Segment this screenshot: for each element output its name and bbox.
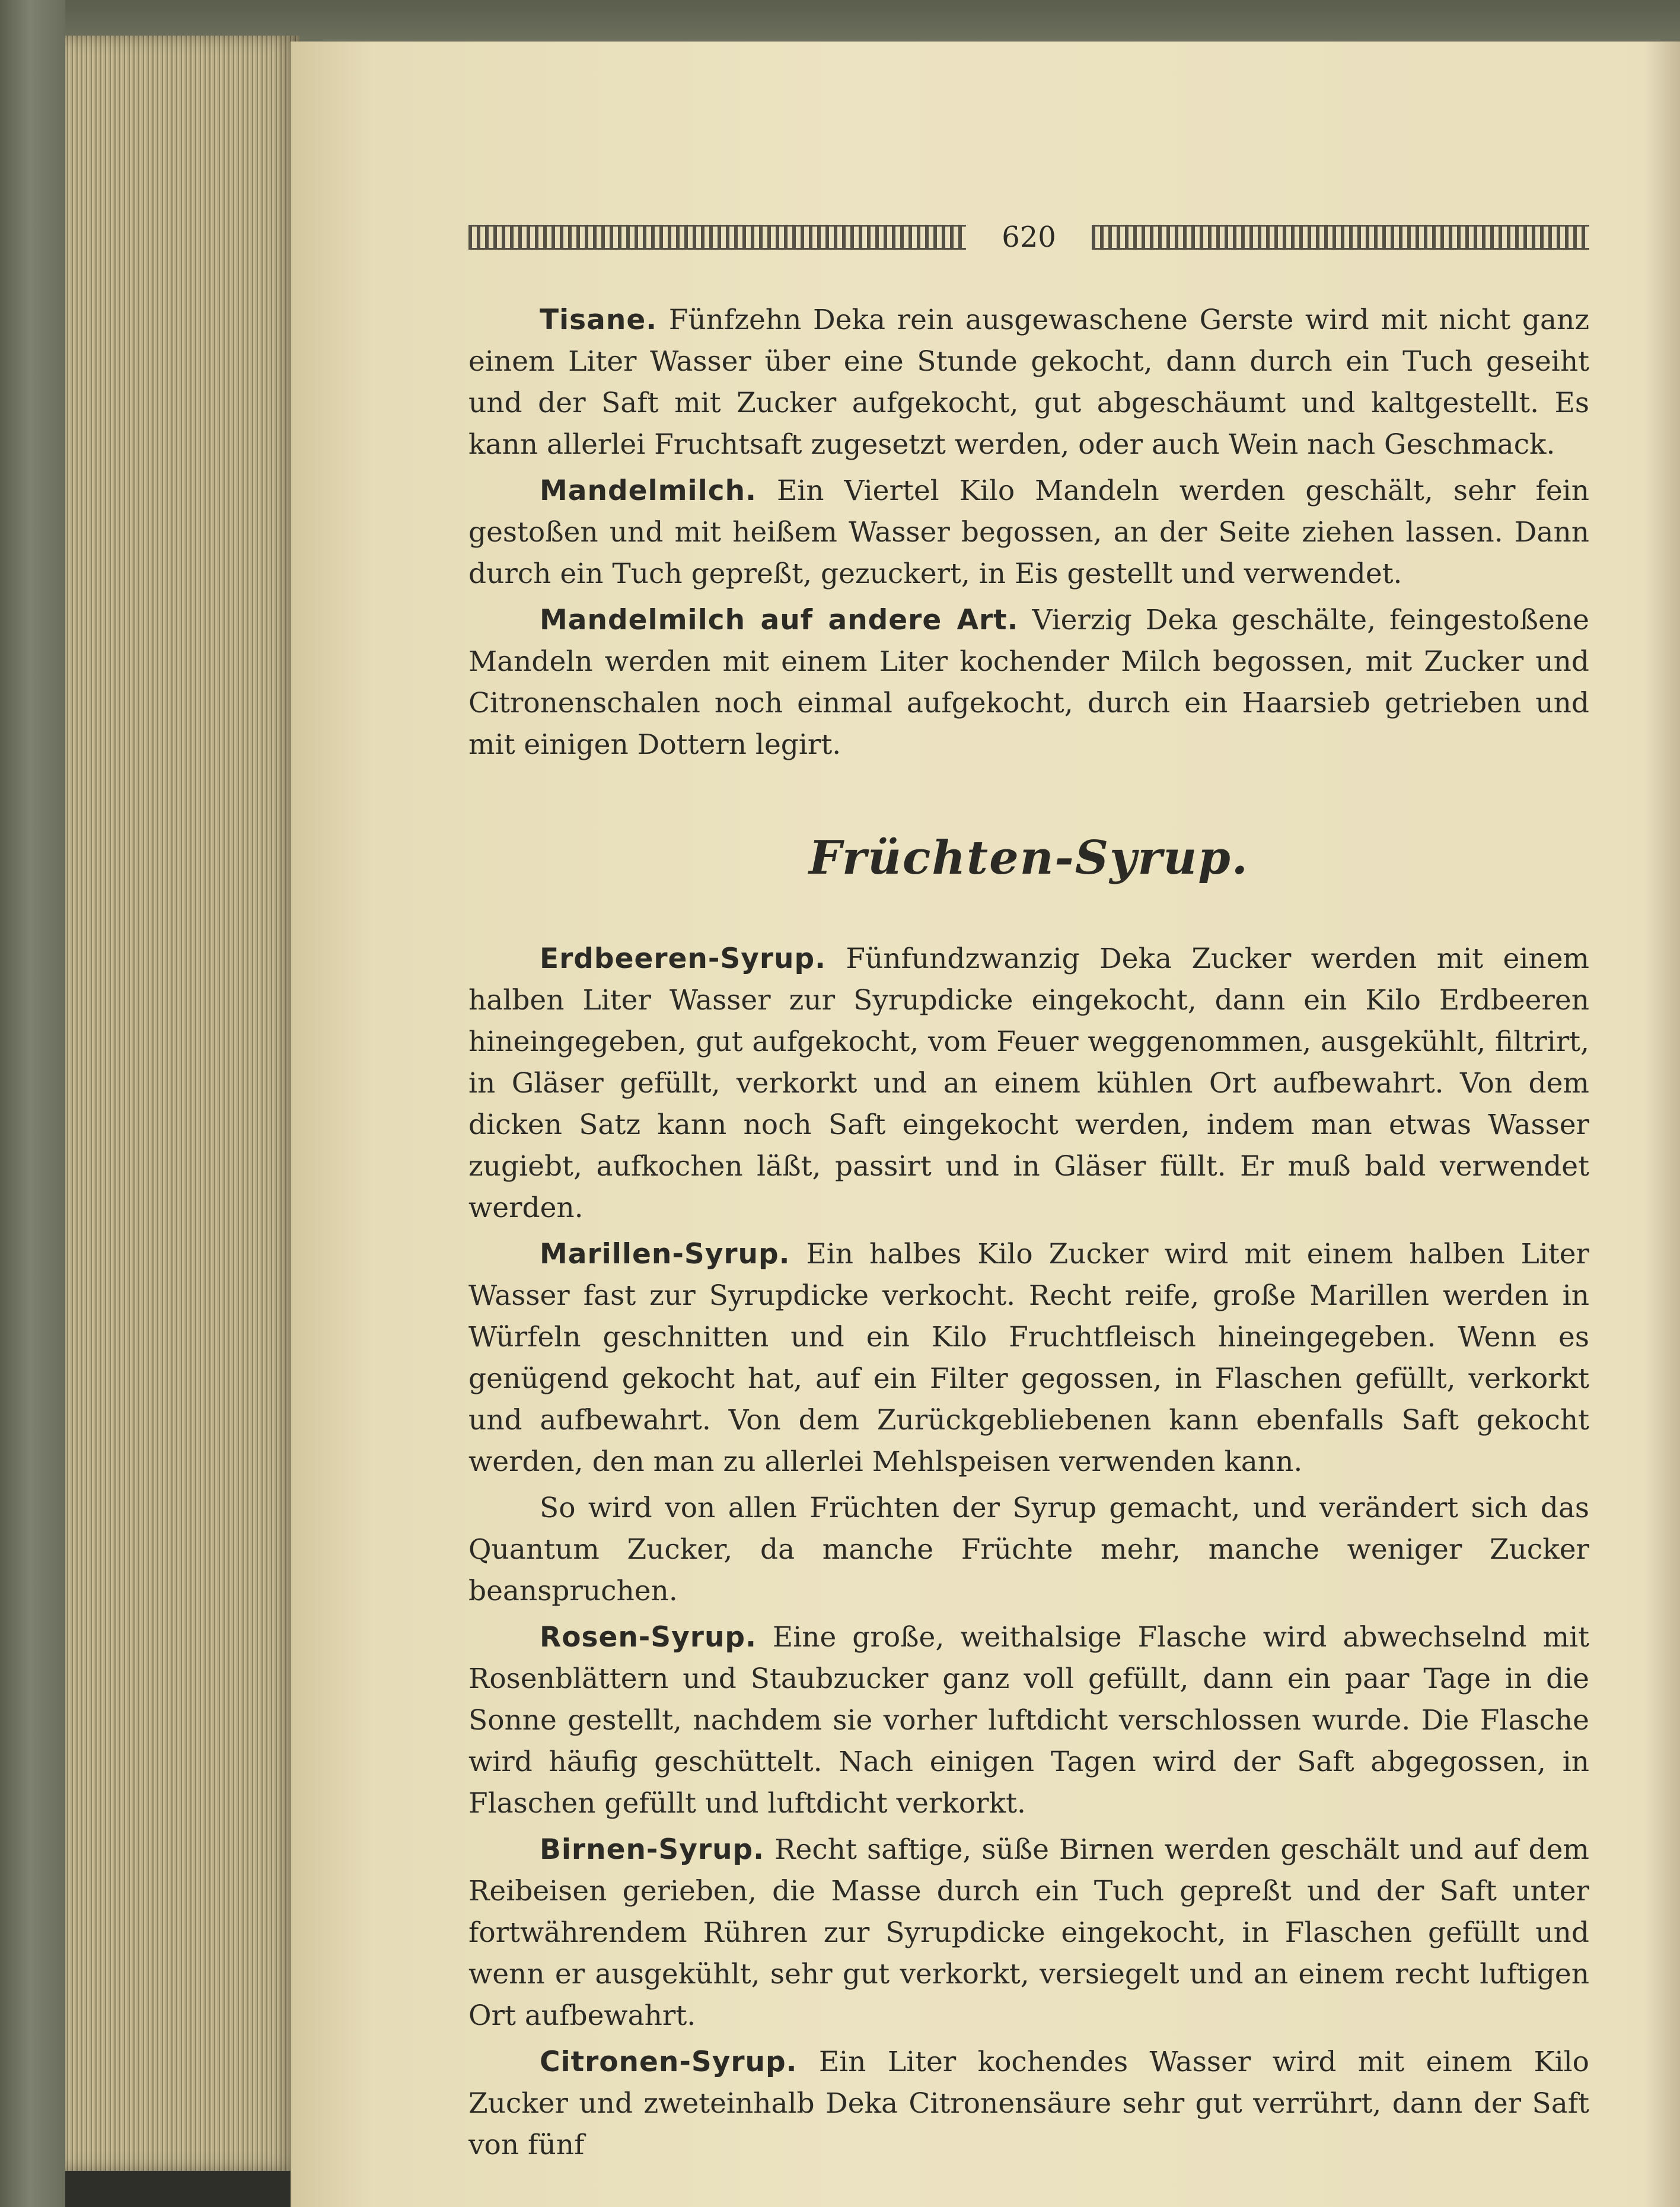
recipe-text: Vierzig Deka geschälte, feingestoßene Mandeln werden mit einem Liter kochender Milch begossen, mit Zucker und Citronenschalen noch einmal aufgekocht, durch ein Haarsieb getrieben und mit einigen Dottern legirt. <box>468 604 1589 761</box>
page-right-shadow <box>1644 42 1680 2207</box>
recipe-paragraph <box>468 1617 1589 1824</box>
recipe-title: Mandelmilch. <box>540 474 757 507</box>
recipe-title: Marillen-Syrup. <box>540 1238 790 1270</box>
recipe-text: Ein Liter kochendes Wasser wird mit einem Kilo Zucker und zweteinhalb Deka Citronensäure sehr gut verrührt, dann der Saft von fünf <box>468 2046 1589 2161</box>
header-ornament-left <box>468 225 966 250</box>
top-entries <box>468 300 1589 766</box>
recipe-title: Erdbeeren-Syrup. <box>540 942 826 975</box>
recipe-paragraph <box>468 1234 1589 1483</box>
book-binding <box>0 0 65 2207</box>
recipe-title: Rosen-Syrup. <box>540 1621 757 1654</box>
recipe-paragraph <box>468 300 1589 466</box>
recipe-paragraph <box>468 2042 1589 2166</box>
section-heading: Früchten-Syrup. <box>809 831 1249 885</box>
page-text <box>468 211 1589 2171</box>
recipe-title: Birnen-Syrup. <box>540 1833 765 1866</box>
recipe-title: Mandelmilch auf andere Art. <box>540 604 1019 636</box>
page-header <box>468 211 1589 264</box>
recipe-text: Recht saftige, süße Birnen werden geschält und auf dem Reibeisen gerieben, die Masse durch ein Tuch gepreßt und der Saft unter fortwährendem Rühren zur Syrupdicke eingekocht, in Flaschen gefüllt und wenn er ausgekühlt, sehr gut verkorkt, versiegelt und an einem recht luftigen Ort aufbewahrt. <box>468 1833 1589 2032</box>
recipe-text: Fünfundzwanzig Deka Zucker werden mit einem halben Liter Wasser zur Syrupdicke eingekocht, dann ein Kilo Erdbeeren hineingegeben, gut aufgekocht, vom Feuer weggenommen, ausgekühlt, filtrirt, in Gläser gefüllt, verkorkt und an einem kühlen Ort aufbewahrt. Von dem dicken Satz kann noch Saft eingekocht werden, indem man etwas Wasser zugiebt, aufkochen läßt, passirt und in Gläser füllt. Er muß bald verwendet werden. <box>468 942 1589 1224</box>
recipe-paragraph <box>468 470 1589 595</box>
recipe-paragraph <box>468 1829 1589 2037</box>
recipe-text: So wird von allen Früchten der Syrup gemacht, und verändert sich das Quantum Zucker, da manche Früchte mehr, manche weniger Zucker beanspruchen. <box>468 1492 1589 1607</box>
page-stack-edges <box>65 36 299 2171</box>
recipe-text: Ein halbes Kilo Zucker wird mit einem halben Liter Wasser fast zur Syrupdicke verkocht. Recht reife, große Marillen werden in Würfeln geschnitten und ein Kilo Fruchtfleisch hineingegeben. Wenn es genügend gekocht hat, auf ein Filter gegossen, in Flaschen gefüllt, verkorkt und aufbewahrt. Von dem Zurückgebliebenen kann ebenfalls Saft gekocht werden, den man zu allerlei Mehlspeisen verwenden kann. <box>468 1238 1589 1478</box>
recipe-text: Eine große, weithalsige Flasche wird abwechselnd mit Rosenblättern und Staubzucker ganz voll gefüllt, dann ein paar Tage in die Sonne gestellt, nachdem sie vorher luftdicht verschlossen wurde. Die Flasche wird häufig geschüttelt. Nach einigen Tagen wird der Saft abgegossen, in Flaschen gefüllt und luftdicht verkorkt. <box>468 1621 1589 1820</box>
recipe-paragraph <box>468 938 1589 1229</box>
recipe-text: Ein Viertel Kilo Mandeln werden geschält, sehr fein gestoßen und mit heißem Wasser begossen, an der Seite ziehen lassen. Dann durch ein Tuch gepreßt, gezuckert, in Eis gestellt und verwendet. <box>468 474 1589 590</box>
recipe-paragraph <box>468 600 1589 766</box>
recipe-text: Fünfzehn Deka rein ausgewaschene Gerste wird mit nicht ganz einem Liter Wasser über eine Stunde gekocht, dann durch ein Tuch geseiht und der Saft mit Zucker aufgekocht, gut abgeschäumt und kaltgestellt. Es kann allerlei Fruchtsaft zugesetzt werden, oder auch Wein nach Geschmack. <box>468 304 1589 461</box>
recipe-title: Citronen-Syrup. <box>540 2046 798 2078</box>
book-top-edge <box>65 0 1680 42</box>
page-number: 620 <box>1002 221 1056 254</box>
recipe-title: Tisane. <box>540 304 658 336</box>
recipe-paragraph <box>468 1488 1589 1612</box>
header-ornament-right <box>1092 225 1589 250</box>
bottom-entries <box>468 938 1589 2166</box>
